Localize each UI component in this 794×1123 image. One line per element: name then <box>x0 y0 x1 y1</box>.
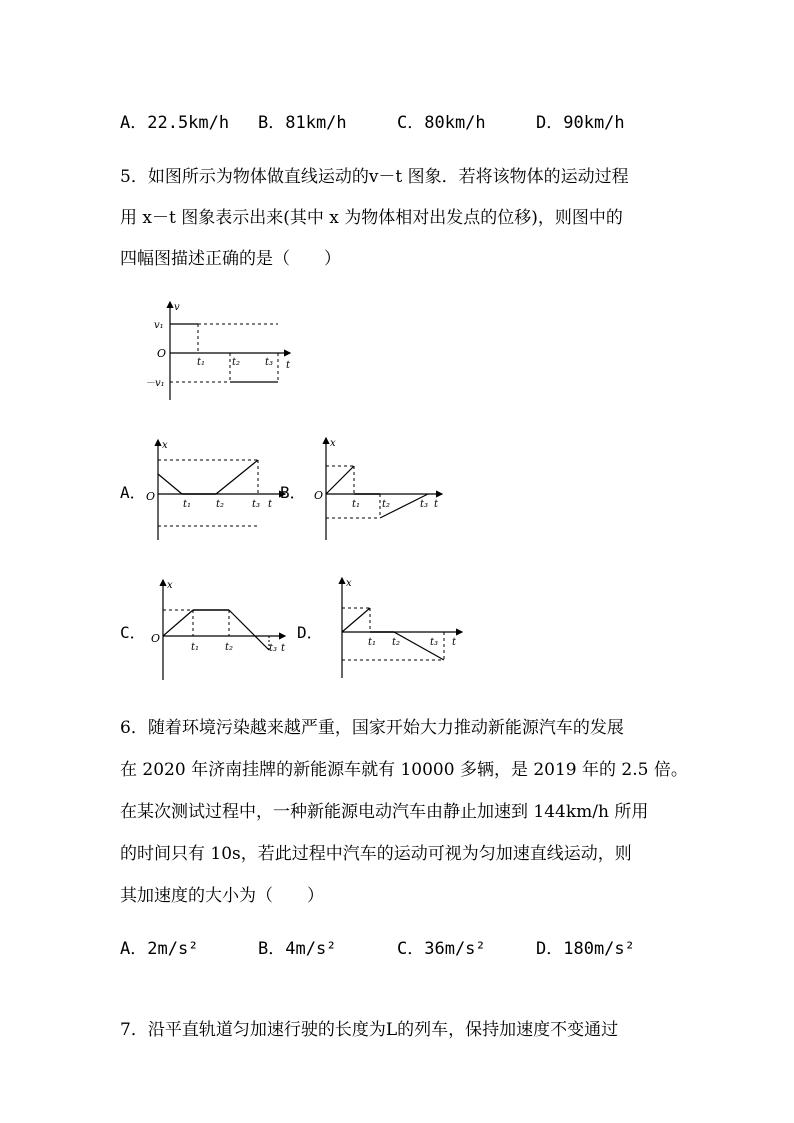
q5-stem-line-2: 用 x－t 图象表示出来(其中 x 为物体相对出发点的位移)，则图中的 <box>120 208 623 228</box>
svg-text:x: x <box>167 580 173 591</box>
svg-text:t₃: t₃ <box>252 499 261 510</box>
vt-t2-label: t₂ <box>232 357 241 368</box>
q5-option-b-graph[interactable] <box>304 434 454 544</box>
c-segment-1 <box>163 610 193 636</box>
vt-neg-v1-label: －v₁ <box>145 378 165 389</box>
q5-option-a-graph[interactable] <box>140 436 290 546</box>
svg-text:t₃: t₃ <box>420 499 429 510</box>
q6-option-c[interactable]: C．36m/s² <box>397 939 486 959</box>
q5-stem-line-1: 5．如图所示为物体做直线运动的v－t 图象．若将该物体的运动过程 <box>120 167 629 187</box>
svg-text:O: O <box>314 489 324 502</box>
svg-text:t₃: t₃ <box>269 643 278 654</box>
q4-option-c[interactable]: C．80km/h <box>397 113 486 133</box>
q5-option-c-graph[interactable] <box>145 576 295 686</box>
svg-text:t: t <box>452 637 457 648</box>
vt-t1-label: t₁ <box>197 357 206 368</box>
svg-text:x: x <box>346 578 352 589</box>
vt-t3-label: t₃ <box>265 357 274 368</box>
vt-v1-label: v₁ <box>154 320 164 331</box>
q4-option-d[interactable]: D．90km/h <box>536 113 625 133</box>
vt-axis-v-label: v <box>174 302 180 313</box>
svg-text:t₂: t₂ <box>382 499 391 510</box>
svg-text:O: O <box>151 632 161 645</box>
q4-option-a[interactable]: A．22.5km/h <box>120 113 230 133</box>
svg-text:t₂: t₂ <box>392 637 401 648</box>
svg-text:x: x <box>162 440 168 451</box>
q4-option-b[interactable]: B．81km/h <box>258 113 347 133</box>
q5-option-d-graph[interactable] <box>320 574 470 684</box>
q5-option-b-label[interactable]: B． <box>280 483 306 502</box>
vt-axis-t-label: t <box>286 360 291 371</box>
svg-text:t: t <box>268 499 273 510</box>
svg-text:t₁: t₁ <box>183 499 192 510</box>
q5-option-d-label[interactable]: D． <box>297 623 323 642</box>
q6-stem-line-5: 其加速度的大小为（ ） <box>120 886 324 906</box>
svg-text:t₁: t₁ <box>368 637 377 648</box>
q7-stem-line-1: 7．沿平直轨道匀加速行驶的长度为L的列车，保持加速度不变通过 <box>120 1020 619 1040</box>
q6-stem-line-3: 在某次测试过程中，一种新能源电动汽车由静止加速到 144km/h 所用 <box>120 802 649 822</box>
b-segment-1 <box>326 466 354 494</box>
d-segment-1 <box>342 608 370 632</box>
q6-stem-line-1: 6．随着环境污染越来越严重，国家开始大力推动新能源汽车的发展 <box>120 718 624 738</box>
q6-option-b[interactable]: B．4m/s² <box>258 939 337 959</box>
svg-text:t₁: t₁ <box>352 499 361 510</box>
svg-text:t₂: t₂ <box>225 642 234 653</box>
svg-text:t: t <box>434 499 439 510</box>
q6-stem-line-2: 在 2020 年济南挂牌的新能源车就有 10000 多辆，是 2019 年的 2.5 倍。 <box>120 760 688 780</box>
vt-origin: O <box>157 347 167 360</box>
q5-option-a-label[interactable]: A． <box>120 483 146 502</box>
q5-option-c-label[interactable]: C． <box>120 623 146 642</box>
q6-stem-line-4: 的时间只有 10s，若此过程中汽车的运动可视为匀加速直线运动，则 <box>120 844 632 864</box>
a-segment-3 <box>216 460 258 494</box>
svg-text:x: x <box>330 438 336 449</box>
svg-text:t₃: t₃ <box>430 637 439 648</box>
q6-option-d[interactable]: D．180m/s² <box>536 939 635 959</box>
a-segment-1 <box>158 474 182 494</box>
svg-text:O: O <box>146 490 156 503</box>
vt-graph <box>140 298 300 408</box>
svg-text:t₂: t₂ <box>216 499 225 510</box>
c-segment-3 <box>229 610 269 650</box>
q5-stem-line-3: 四幅图描述正确的是（ ） <box>120 249 341 269</box>
svg-text:t₁: t₁ <box>191 642 200 653</box>
q6-option-a[interactable]: A．2m/s² <box>120 939 199 959</box>
svg-text:t: t <box>281 643 286 654</box>
